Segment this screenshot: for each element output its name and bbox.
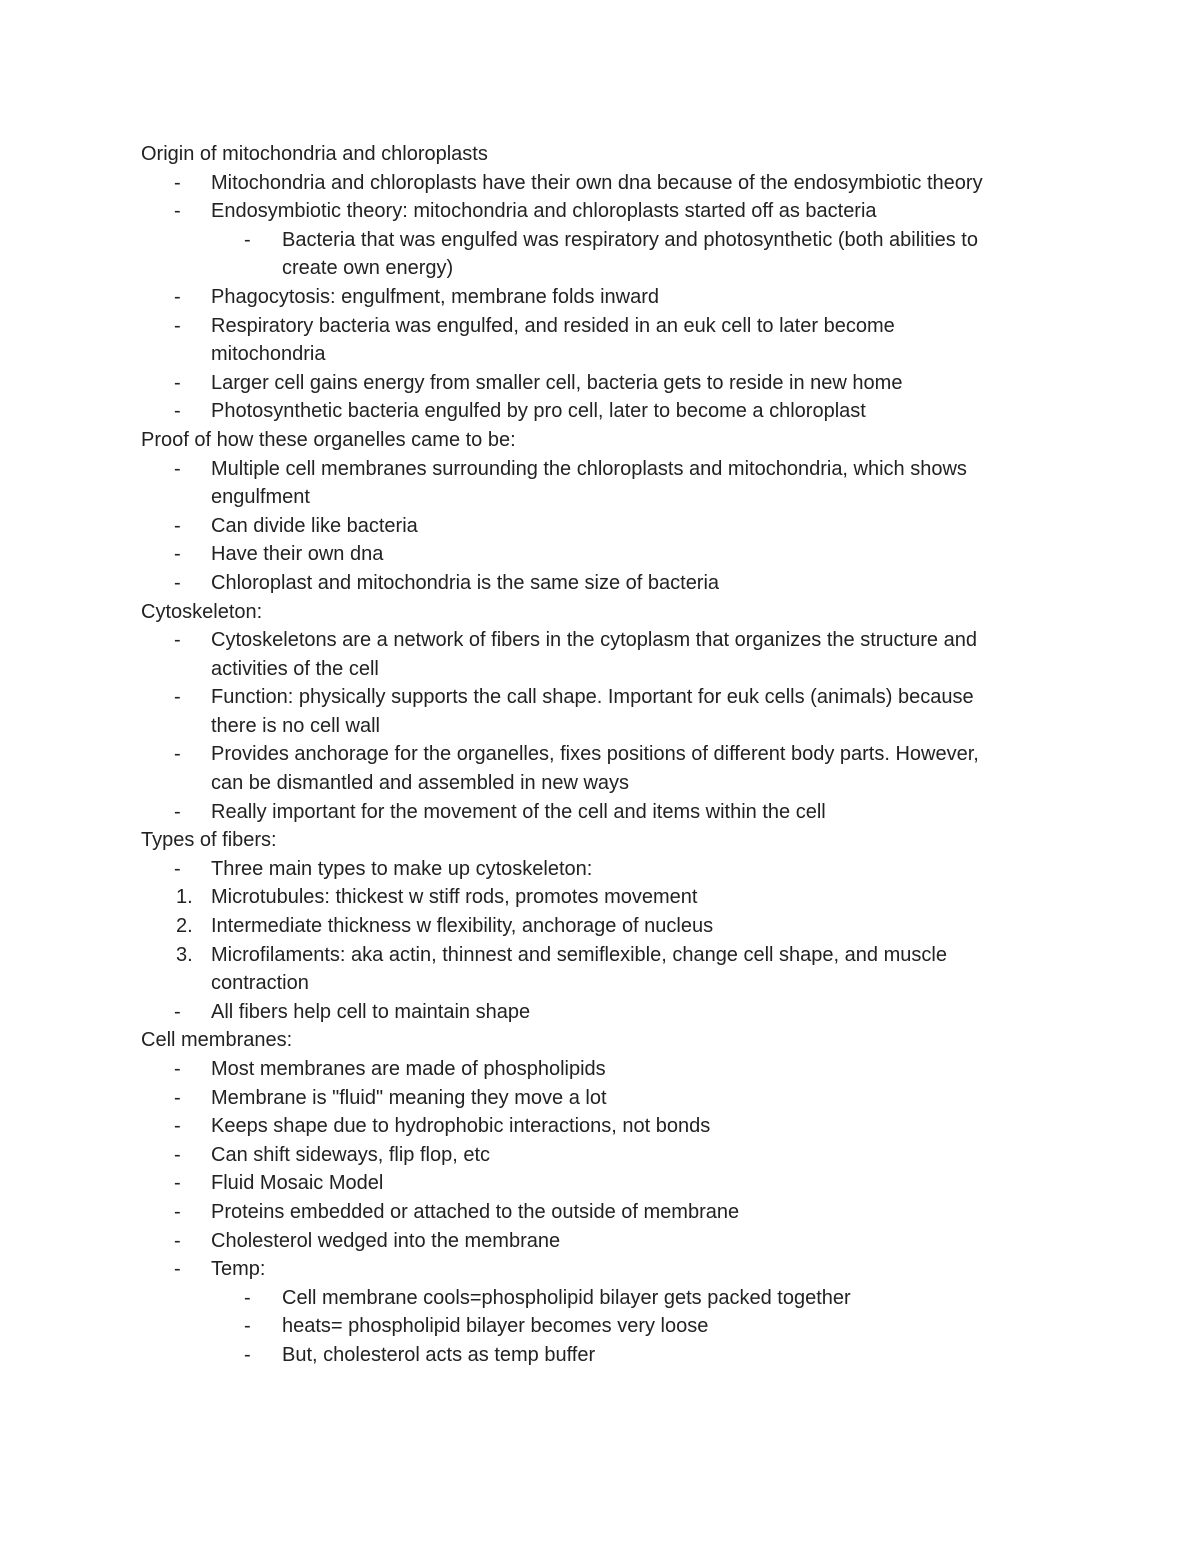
list-item-text: there is no cell wall <box>211 714 380 737</box>
section-heading: Origin of mitochondria and chloroplasts <box>141 143 488 165</box>
list-number: 1. <box>176 886 193 909</box>
bullet-dash-icon: - <box>174 743 181 766</box>
list-number: 2. <box>176 915 193 938</box>
list-item <box>0 397 1200 426</box>
bullet-dash-icon: - <box>174 1143 181 1166</box>
list-item <box>0 626 1200 655</box>
list-item-continuation <box>0 483 1200 512</box>
list-item <box>0 740 1200 769</box>
bullet-dash-icon: - <box>174 171 181 194</box>
list-item <box>0 683 1200 712</box>
list-item-text: Chloroplast and mitochondria is the same size of bacteria <box>211 571 720 594</box>
bullet-dash-icon: - <box>174 1258 181 1281</box>
list-item-text: Provides anchorage for the organelles, fixes positions of different body parts. However, <box>211 743 979 766</box>
list-item <box>0 1141 1200 1170</box>
bullet-dash-icon: - <box>174 1115 181 1138</box>
bullet-dash-icon: - <box>174 686 181 709</box>
list-item-text: Function: physically supports the call shape. Important for euk cells (animals) because <box>211 686 974 709</box>
list-item <box>0 941 1200 970</box>
bullet-dash-icon: - <box>244 228 251 251</box>
section <box>0 426 1200 598</box>
section <box>0 826 1200 1026</box>
list-item <box>0 1255 1200 1284</box>
list-item-text: Respiratory bacteria was engulfed, and resided in an euk cell to later become <box>211 314 895 337</box>
section <box>0 140 1200 426</box>
list-number: 3. <box>176 943 193 966</box>
list-item <box>0 855 1200 884</box>
list-item-text: Can shift sideways, flip flop, etc <box>211 1143 491 1166</box>
list-item <box>0 369 1200 398</box>
bullet-dash-icon: - <box>174 571 181 594</box>
bullet-dash-icon: - <box>244 1286 251 1309</box>
list-item-text: Multiple cell membranes surrounding the chloroplasts and mitochondria, which shows <box>211 457 967 480</box>
list-item <box>0 1169 1200 1198</box>
list-item-text: Intermediate thickness w flexibility, anchorage of nucleus <box>211 915 714 938</box>
list-item-text: Cell membrane cools=phospholipid bilayer gets packed together <box>282 1286 851 1309</box>
bullet-dash-icon: - <box>174 371 181 394</box>
list-item-text: Really important for the movement of the cell and items within the cell <box>211 800 826 823</box>
list-item-continuation <box>0 969 1200 998</box>
list-item <box>0 998 1200 1027</box>
list-item-text: engulfment <box>211 486 310 509</box>
bullet-dash-icon: - <box>174 200 181 223</box>
list-item-text: Microfilaments: aka actin, thinnest and semiflexible, change cell shape, and muscle <box>211 943 947 966</box>
section-heading: Types of fibers: <box>141 829 277 852</box>
list-item-text: Can divide like bacteria <box>211 514 418 537</box>
list-item <box>0 798 1200 827</box>
list-item-continuation <box>0 254 1200 283</box>
list-item <box>0 1312 1200 1341</box>
list-item <box>0 1227 1200 1256</box>
section-heading: Proof of how these organelles came to be: <box>141 428 516 451</box>
bullet-dash-icon: - <box>174 1200 181 1223</box>
bullet-dash-icon: - <box>174 1086 181 1109</box>
list-item-text: Proteins embedded or attached to the outside of membrane <box>211 1200 740 1223</box>
list-item-text: Bacteria that was engulfed was respiratory and photosynthetic (both abilities to <box>282 228 978 251</box>
list-item-text: Cytoskeletons are a network of fibers in the cytoplasm that organizes the structure and <box>211 629 977 652</box>
list-item-text: Three main types to make up cytoskeleton: <box>211 857 593 880</box>
bullet-dash-icon: - <box>174 1058 181 1080</box>
bullet-dash-icon: - <box>174 285 181 308</box>
section-heading: Cytoskeleton: <box>141 600 263 623</box>
list-item <box>0 197 1200 226</box>
list-item <box>0 1055 1200 1084</box>
list-item-text: Photosynthetic bacteria engulfed by pro cell, later to become a chloroplast <box>211 400 866 423</box>
bullet-dash-icon: - <box>174 543 181 566</box>
bullet-dash-icon: - <box>174 1000 181 1023</box>
bullet-dash-icon: - <box>244 1315 251 1338</box>
list-item-text: activities of the cell <box>211 657 379 680</box>
list-item-text: contraction <box>211 972 309 995</box>
list-item-text: create own energy) <box>282 257 454 280</box>
list-item <box>0 540 1200 569</box>
list-item-text: Endosymbiotic theory: mitochondria and chloroplasts started off as bacteria <box>211 200 877 223</box>
list-item-text: Fluid Mosaic Model <box>211 1172 384 1195</box>
list-item <box>0 512 1200 541</box>
bullet-dash-icon: - <box>174 1172 181 1195</box>
list-item <box>0 912 1200 941</box>
list-item <box>0 1198 1200 1227</box>
bullet-dash-icon: - <box>174 514 181 537</box>
bullet-dash-icon: - <box>174 800 181 823</box>
list-item-text: Have their own dna <box>211 543 384 566</box>
list-item <box>0 569 1200 598</box>
list-item-text: Microtubules: thickest w stiff rods, promotes movement <box>211 886 698 909</box>
list-item <box>0 1084 1200 1113</box>
list-item <box>0 283 1200 312</box>
list-item-text: Most membranes are made of phospholipids <box>211 1058 606 1080</box>
section <box>0 598 1200 827</box>
list-item-text: Cholesterol wedged into the membrane <box>211 1229 561 1252</box>
list-item <box>0 455 1200 484</box>
list-item-text: Phagocytosis: engulfment, membrane folds inward <box>211 285 660 308</box>
list-item-text: mitochondria <box>211 343 326 366</box>
list-item <box>0 1112 1200 1141</box>
list-item-text: But, cholesterol acts as temp buffer <box>282 1343 596 1366</box>
list-item-text: Mitochondria and chloroplasts have their own dna because of the endosymbiotic theory <box>211 171 983 194</box>
list-item <box>0 1284 1200 1313</box>
list-item-continuation <box>0 712 1200 741</box>
list-item <box>0 226 1200 255</box>
list-item <box>0 169 1200 198</box>
list-item-text: heats= phospholipid bilayer becomes very loose <box>282 1315 709 1338</box>
bullet-dash-icon: - <box>174 314 181 337</box>
list-item-continuation <box>0 340 1200 369</box>
list-item <box>0 312 1200 341</box>
list-item-text: Larger cell gains energy from smaller cell, bacteria gets to reside in new home <box>211 371 903 394</box>
bullet-dash-icon: - <box>174 1229 181 1252</box>
list-item <box>0 1341 1200 1370</box>
bullet-dash-icon: - <box>174 857 181 880</box>
list-item-text: Keeps shape due to hydrophobic interactions, not bonds <box>211 1115 711 1138</box>
bullet-dash-icon: - <box>174 629 181 652</box>
bullet-dash-icon: - <box>174 457 181 480</box>
list-item <box>0 883 1200 912</box>
list-item-text: Membrane is "fluid" meaning they move a lot <box>211 1086 607 1109</box>
list-item-text: can be dismantled and assembled in new ways <box>211 772 630 795</box>
list-item-continuation <box>0 769 1200 798</box>
list-item-text: Temp: <box>211 1258 266 1281</box>
list-item-text: All fibers help cell to maintain shape <box>211 1000 531 1023</box>
bullet-dash-icon: - <box>244 1343 251 1366</box>
section-heading: Cell membranes: <box>141 1029 293 1052</box>
list-item-continuation <box>0 655 1200 684</box>
bullet-dash-icon: - <box>174 400 181 423</box>
section <box>0 1026 1200 1369</box>
